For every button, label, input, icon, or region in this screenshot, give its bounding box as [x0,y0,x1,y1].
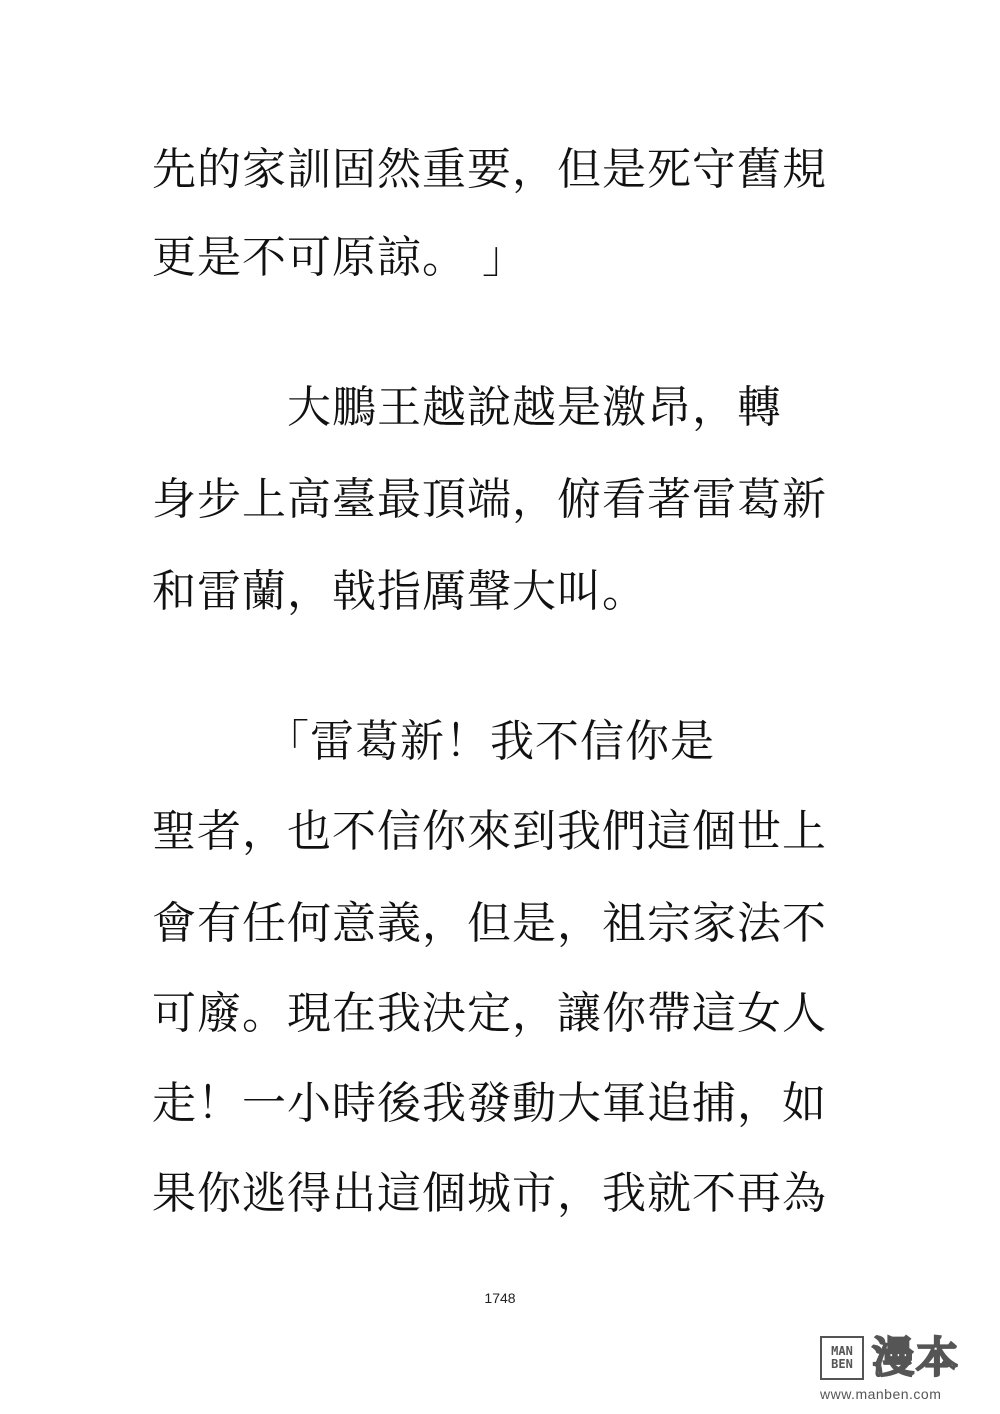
watermark-cjk-text: 漫本 [872,1333,961,1382]
logo-text-top: MAN [831,1344,853,1358]
text-line: 聖者，也不信你來到我們這個世上 [152,806,827,857]
text-line: 先的家訓固然重要，但是死守舊規 [152,144,827,195]
text-line: 果你逃得出這個城市，我就不再為 [152,1168,827,1219]
manben-logo-icon [820,1336,864,1380]
text-line: 走！一小時後我發動大軍追捕，如 [152,1078,827,1129]
manben-watermark [820,1333,988,1406]
logo-text-bottom: BEN [831,1357,853,1371]
text-line: 可廢。現在我決定，讓你帶這女人 [152,988,827,1039]
text-line: 「雷葛新！我不信你是 [152,716,715,767]
text-line: 大鵬王越說越是激昂，轉 [152,382,782,433]
text-line: 更是不可原諒。 」 [152,232,527,283]
page-number: 1748 [484,1290,516,1306]
text-line: 和雷蘭，戟指厲聲大叫。 [152,566,647,617]
text-line: 會有任何意義，但是，祖宗家法不 [152,898,827,949]
text-line: 身步上高臺最頂端，俯看著雷葛新 [152,474,827,525]
watermark-url: www.manben.com [820,1386,942,1402]
